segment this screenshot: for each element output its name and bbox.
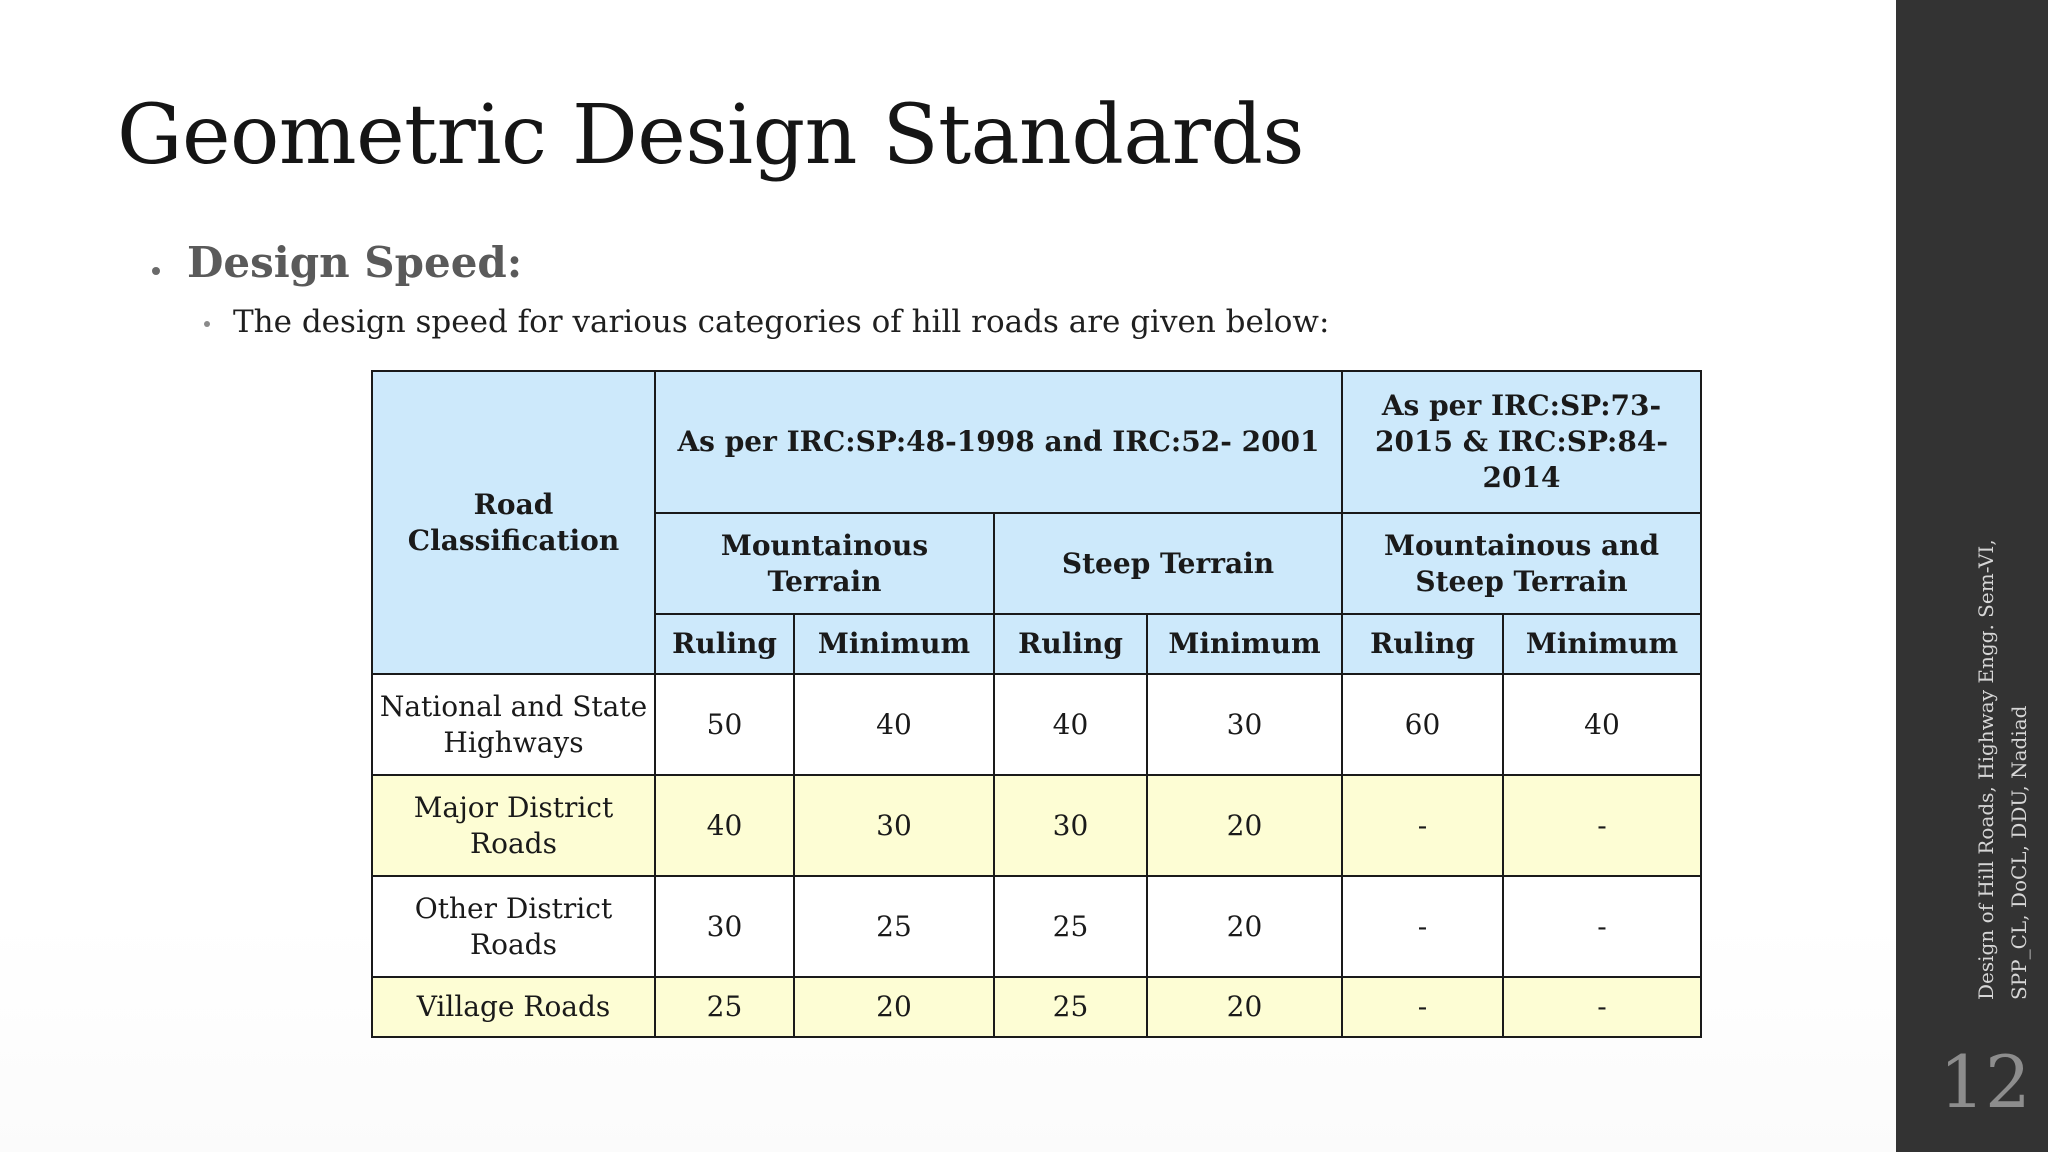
table-cell: 25 — [994, 977, 1147, 1037]
table-row — [372, 674, 1701, 775]
table-cell: 20 — [1147, 977, 1342, 1037]
table-cell: 25 — [994, 876, 1147, 977]
row-label: Major District Roads — [372, 775, 655, 876]
table-cell: 30 — [994, 775, 1147, 876]
table-cell: 20 — [1147, 775, 1342, 876]
table-cell: 20 — [794, 977, 994, 1037]
table-row — [372, 876, 1701, 977]
sub-bullet-dot-icon — [204, 321, 210, 327]
table-cell: 40 — [794, 674, 994, 775]
table-cell: 50 — [655, 674, 794, 775]
header-ruling: Ruling — [994, 614, 1147, 674]
table-row — [372, 977, 1701, 1037]
page-number: 12 — [1939, 1040, 2031, 1124]
bullet-text: Design Speed: — [187, 238, 523, 287]
bullet-design-speed — [153, 238, 522, 287]
header-group-irc-73: As per IRC:SP:73-2015 & IRC:SP:84-2014 — [1342, 371, 1701, 513]
table-cell: 30 — [1147, 674, 1342, 775]
row-label: National and State Highways — [372, 674, 655, 775]
table-cell: - — [1503, 876, 1701, 977]
table-cell: - — [1342, 775, 1503, 876]
table-cell: - — [1342, 977, 1503, 1037]
row-label: Other District Roads — [372, 876, 655, 977]
table-cell: 40 — [655, 775, 794, 876]
sub-bullet — [204, 304, 1329, 340]
table-row — [372, 775, 1701, 876]
table-cell: - — [1342, 876, 1503, 977]
bullet-dot-icon — [152, 267, 160, 275]
table-cell: 60 — [1342, 674, 1503, 775]
header-road-classification: Road Classification — [372, 371, 655, 674]
table-cell: 25 — [655, 977, 794, 1037]
header-minimum: Minimum — [1147, 614, 1342, 674]
design-speed-table — [371, 370, 1702, 1038]
table-cell: 30 — [794, 775, 994, 876]
table-cell: 25 — [794, 876, 994, 977]
header-ruling: Ruling — [1342, 614, 1503, 674]
slide-title: Geometric Design Standards — [117, 88, 1304, 183]
row-label: Village Roads — [372, 977, 655, 1037]
table-cell: - — [1503, 775, 1701, 876]
header-group-irc-48: As per IRC:SP:48-1998 and IRC:52- 2001 — [655, 371, 1342, 513]
table-header-row-1 — [372, 371, 1701, 513]
sub-bullet-text: The design speed for various categories of hill roads are given below: — [233, 304, 1330, 340]
header-mountainous-steep-terrain: Mountainous and Steep Terrain — [1342, 513, 1701, 614]
table-cell: 30 — [655, 876, 794, 977]
table-cell: 20 — [1147, 876, 1342, 977]
header-minimum: Minimum — [1503, 614, 1701, 674]
table-cell: 40 — [1503, 674, 1701, 775]
table-cell: - — [1503, 977, 1701, 1037]
table-cell: 40 — [994, 674, 1147, 775]
header-mountainous-terrain: Mountainous Terrain — [655, 513, 994, 614]
header-minimum: Minimum — [794, 614, 994, 674]
header-ruling: Ruling — [655, 614, 794, 674]
header-steep-terrain: Steep Terrain — [994, 513, 1342, 614]
sidebar-footer-text: Design of Hill Roads, Highway Engg. Sem-VI, SPP_CL, DoCL, DDU, Nadiad — [1974, 539, 2031, 1000]
